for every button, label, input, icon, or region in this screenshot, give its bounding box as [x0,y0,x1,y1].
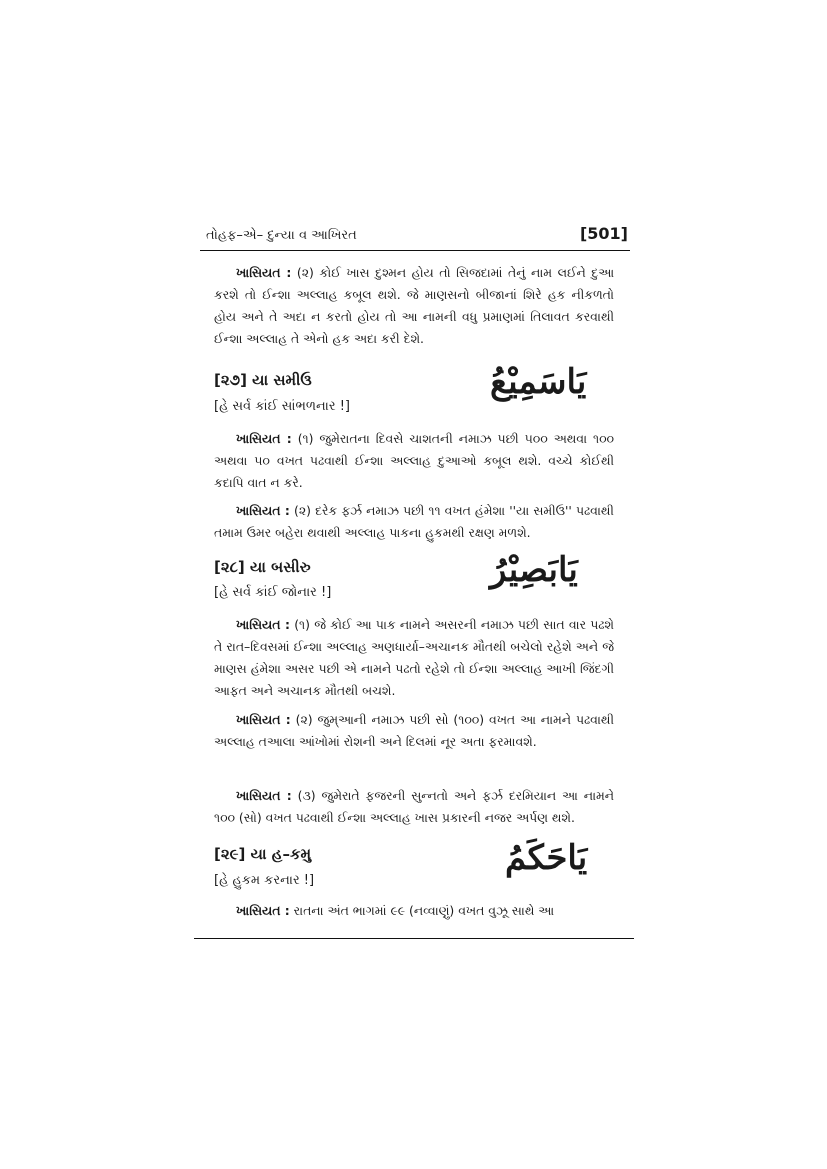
paragraph-text: (૧) જે કોઈ આ પાક નામને અસરની નમાઝ પછી સાત વાર પઢશે તે રાત–દિવસમાં ઈન્શા અલ્લાહ અણધાર્યા–અચાનક મૌતથી બચેલો રહેશે અને જે માણસ હંમેશા અસર પછી એ નામને પઢતો રહેશે તો ઈન્શા અલ્લાહ આખી જિંદગી આફત અને અચાનક મૌતથી બચશે. [214,617,614,698]
section-28-arabic-calligraphy: يَابَصِيْرُ [490,550,578,590]
paragraph-text: (૧) જુમેરાતના દિવસે ચાશતની નમાઝ પછી ૫૦૦ અથવા ૧૦૦ અથવા ૫૦ વખત પઢવાથી ઈન્શા અલ્લાહ દુઆઓ કબૂલ થશે. વચ્ચે કોઈથી કદાપિ વાત ન કરે. [214,431,614,490]
khasiyat-label: ખાસિયત : [236,431,292,446]
header-title: તોહફ–એ– દુન્યા વ આખિરત [206,228,357,243]
section-28-heading: [૨૮] યા બસીરુ [214,558,311,576]
section-29-meaning: [હે હુકમ કરનાર !] [214,873,315,888]
paragraph-text: રાતના અંત ભાગમાં ૯૯ (નવ્વાણું) વખત વુઝૂ સાથે આ [289,903,555,918]
running-header [200,224,630,251]
paragraph-text: (૩) જુમેરાતે ફજરની સુન્નતો અને ફર્ઝ દરમિયાન આ નામને ૧૦૦ (સો) વખત પઢવાથી ઈન્શા અલ્લાહ ખાસ પ્રકારની નજર અર્પણ થશે. [214,788,614,825]
paragraph-text: (૨) કોઈ ખાસ દુશ્મન હોય તો સિજદામાં તેનું નામ લઈને દુઆ કરશે તો ઈન્શા અલ્લાહ કબૂલ થશે. જે માણસનો બીજાનાં શિરે હક નીકળતો હોય અને તે અદા ન કરતો હોય તો આ નામની વધુ પ્રમાણમાં તિલાવત કરવાથી ઈન્શા અલ્લાહ તે એનો હક અદા કરી દેશે. [214,265,614,346]
section-27-meaning: [હે સર્વ કાંઈ સાંભળનાર !] [214,399,351,414]
khasiyat-label: ખાસિયત : [236,503,290,518]
khasiyat-label: ખાસિયત : [236,712,291,727]
page-number: [501] [579,224,628,243]
paragraph-text: (૨) દરેક ફર્ઝ નમાઝ પછી ૧૧ વખત હંમેશા ''યા સમીઉ'' પઢવાથી તમામ ઉમર બહેરા થવાથી અલ્લાહ પાકના હુકમથી રક્ષણ મળશે. [214,503,614,540]
paragraph-text: (૨) જુમ્આની નમાઝ પછી સો (૧૦૦) વખત આ નામને પઢવાથી અલ્લાહ તઆલા આંખોમાં રોશની અને દિલમાં નૂર અતા ફરમાવશે. [214,712,614,749]
section-29-arabic-calligraphy: يَاحَكَمُ [505,838,588,878]
section-28-paragraph-1 [214,614,614,702]
section-28-meaning: [હે સર્વ કાંઈ જોનાર !] [214,585,332,600]
intro-paragraph [214,262,614,350]
footer-rule [194,938,634,939]
section-27-paragraph-2 [214,500,614,544]
section-28-paragraph-2 [214,709,614,753]
khasiyat-label: ખાસિયત : [236,617,290,632]
khasiyat-label: ખાસિયત : [236,788,292,803]
section-27-arabic-calligraphy: يَاسَمِيْعُ [490,362,587,402]
section-28-paragraph-3 [214,785,614,829]
khasiyat-label: ખાસિયત : [236,265,292,280]
khasiyat-label: ખાસિયત : [236,903,290,918]
section-29-paragraph-1 [214,900,614,922]
section-27-paragraph-1 [214,428,614,494]
section-29-heading: [૨૯] યા હ–કમુ [214,845,312,863]
section-27-heading: [૨૭] યા સમીઉ [214,371,312,389]
